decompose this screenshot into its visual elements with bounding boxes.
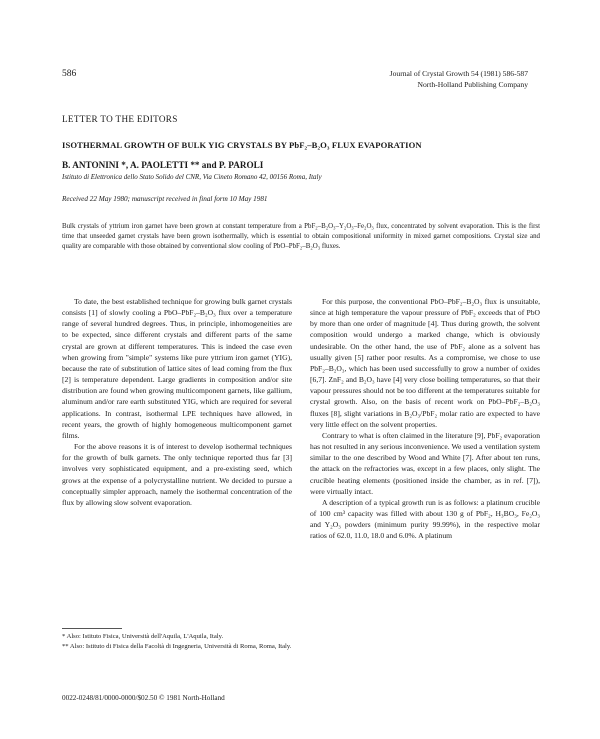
footnote: ** Also: Istituto di Fisica della Facoltà di Ingegneria, Università di Roma, Roma, Italy. (62, 643, 292, 651)
journal-citation: Journal of Crystal Growth 54 (1981) 586-587 (389, 69, 528, 78)
body-paragraph: A description of a typical growth run is as follows: a platinum crucible of 100 cm³ capacity was filled with about 130 g of PbF₂, H₃BO₃, Fe₂O₃ and Y₂O₃ powders (minimum purity 99.99%), in the respective molar ratios of 62.0, 11.0, 18.0 and 6.0%. A platinum (310, 497, 540, 541)
publisher: North-Holland Publishing Company (417, 79, 528, 89)
journal-info (328, 69, 528, 90)
footnotes (62, 632, 292, 652)
received-dates: Received 22 May 1980; manuscript received in final form 10 May 1981 (62, 195, 268, 203)
body-paragraph: To date, the best established technique for growing bulk garnet crystals consists [1] of slowly cooling a PbO–PbF₂–B₂O₃ flux over a temperature range of several hundred degrees. Thus, in principle, inhomogeneities are to be expected, since different crystals and different parts of the same crystal are grown at different temperatures. This is indeed the case even when growing from "simple" systems like pure yttrium iron garnet (YIG), because the rate of substitution of lattice sites of lead coming from the flux [2] is temperature dependent. Large gradients in composition and/or site distribution are found when growing multicomponent garnets, like gallium, aluminum and/or rare earth substituted YIG, which are required for several applications. In contrast, isothermal LPE techniques have allowed, in recent years, the growth of highly homogeneous multicomponent garnet films. (62, 297, 292, 440)
body-column-right (310, 296, 540, 541)
footnote-divider (62, 628, 122, 629)
footnote: * Also: Istituto Fisica, Università dell'Aquila, L'Aquila, Italy. (62, 633, 224, 640)
body-paragraph: For the above reasons it is of interest to develop isothermal techniques for the growth of bulk garnets. The only technique reported thus far [3] involves very sophisticated equipment, and a pre-existing seed, which grows at the expense of a polycrystalline nutrient. We decided to pursue a conceptually simpler approach, namely the isothermal concentration of the flux by allowing slow solvent evaporation. (62, 442, 292, 507)
body-paragraph: Contrary to what is often claimed in the literature [9], PbF₂ evaporation has not resulted in any serious inconvenience. We used a ventilation system similar to the one described by Wood and White [7]. After about ten runs, the attack on the refractories was, except in a few places, only slight. The crucible heating elements (positioned inside the chamber, as in ref. [7]), were virtually intact. (310, 430, 540, 496)
body-column-left (62, 296, 292, 508)
copyright-line: 0022-0248/81/0000-0000/$02.50 © 1981 North-Holland (62, 694, 225, 702)
abstract: Bulk crystals of yttrium iron garnet have been grown at constant temperature from a PbF₂–B₂O₃–Y₂O₃–Fe₂O₃ flux, concentrated by solvent evaporation. This is the first time that unseeded garnet crystals have been grown isothermally, which is essential to obtain compositional uniformity in mixed garnet compositions. Crystal size and quality are comparable with those obtained by conventional slow cooling of PbO–PbF₂–B₂O₃ fluxes. (62, 223, 540, 250)
article-title: ISOTHERMAL GROWTH OF BULK YIG CRYSTALS BY PbF₂–B₂O₃ FLUX EVAPORATION (62, 140, 422, 150)
author-list: B. ANTONINI *, A. PAOLETTI ** and P. PAROLI (62, 160, 264, 170)
affiliation: Istituto di Elettronica dello Stato Solido del CNR, Via Cineto Romano 42, 00156 Roma, Italy (62, 173, 322, 181)
page-number: 586 (62, 69, 77, 79)
body-paragraph: For this purpose, the conventional PbO–PbF₂–B₂O₃ flux is unsuitable, since at high temperature the vapour pressure of PbF₂ exceeds that of PbO by more than one order of magnitude [4]. Thus during growth, the solvent composition would undergo a marked change, which is obviously undesirable. On the other hand, the use of PbF₂ alone as a solvent has usually given [5] rather poor results. As a compromise, we chose to use PbF₂–B₂O₃, which has been used successfully to grow a number of oxides [6,7]. ZnF₂ and B₂O₃ have [4] very close boiling temperatures, so that their vapour pressures should not be too different at the temperatures suitable for crystal growth. Also, on the basis of recent work on PbO–PbF₂–B₂O₃ fluxes [8], slight variations in B₂O₃/PbF₂ molar ratio are expected to have very little effect on the solvent properties. (310, 297, 540, 429)
section-heading: LETTER TO THE EDITORS (62, 114, 178, 124)
